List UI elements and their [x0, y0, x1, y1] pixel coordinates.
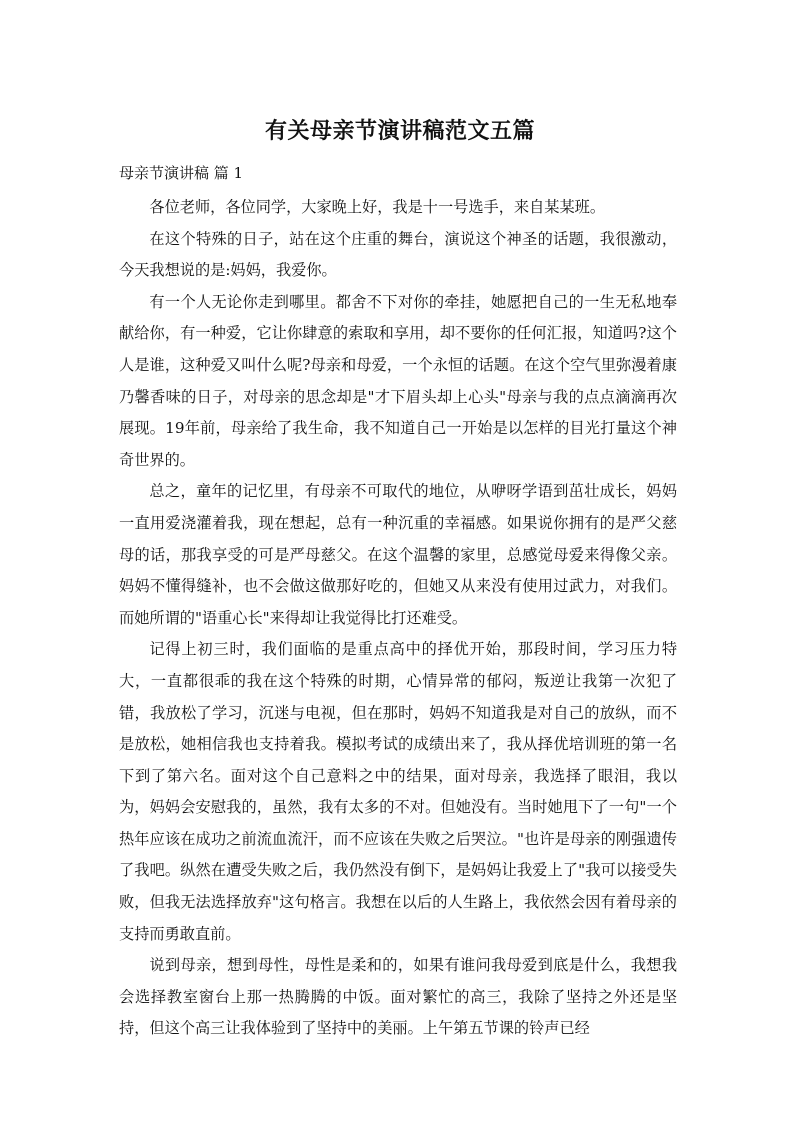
document-title: 有关母亲节演讲稿范文五篇	[264, 119, 535, 144]
paragraph-greeting: 各位老师，各位同学，大家晚上好，我是十一号选手，来自某某班。	[149, 198, 606, 216]
paragraph-senior-high: 说到母亲，想到母性，母性是柔和的，如果有谁问我母爱到底是什么，我想我会选择教室窗台上那一热腾腾的中饭。面对繁忙的高三，我除了坚持之外还是坚持，但这个高三让我体验到了坚持中的美丽。上午第五节课的铃声已经	[119, 956, 677, 1038]
paragraph-junior-high: 记得上初三时，我们面临的是重点高中的择优开始，那段时间，学习压力特大，一直都很乖的我在这个特殊的时期，心情异常的郁闷，叛逆让我第一次犯了错，我放松了学习，沉迷与电视，但在那时，妈妈不知道我是对自己的放纵，而不是放松，她相信我也支持着我。模拟考试的成绩出来了，我从择优培训班的第一名下到了第六名。面对这个自己意料之中的结果，面对母亲，我选择了眼泪，我以为，妈妈会安慰我的，虽然，我有太多的不对。但她没有。当时她甩下了一句"一个热年应该在成功之前流血流汗，而不应该在失败之后哭泣。"也许是母亲的刚强遗传了我吧。纵然在遭受失败之后，我仍然没有倒下，是妈妈让我爱上了"我可以接受失败，但我无法选择放弃"这句格言。我想在以后的人生路上，我依然会因有着母亲的支持而勇敢直前。	[119, 640, 677, 943]
document-body	[119, 192, 677, 1045]
paragraph-childhood: 总之，童年的记忆里，有母亲不可取代的地位，从咿呀学语到茁壮成长，妈妈一直用爱浇灌着我，现在想起，总有一种沉重的幸福感。如果说你拥有的是严父慈母的话，那我享受的可是严母慈父。在这个温馨的家里，总感觉母爱来得像父亲。妈妈不懂得缝补，也不会做这做那好吃的，但她又从来没有使用过武力，对我们。而她所谓的"语重心长"来得却让我觉得比打还难受。	[119, 482, 677, 627]
section-heading: 母亲节演讲稿 篇 1	[119, 164, 244, 182]
paragraph-mother-love: 有一个人无论你走到哪里。都舍不下对你的牵挂，她愿把自己的一生无私地奉献给你，有一种爱，它让你肆意的索取和享用，却不要你的任何汇报，知道吗?这个人是谁，这种爱又叫什么呢?母亲和母爱，一个永恒的话题。在这个空气里弥漫着康乃馨香味的日子，对母亲的思念却是"才下眉头却上心头"母亲与我的点点滴滴再次展现。19年前，母亲给了我生命，我不知道自己一开始是以怎样的目光打量这个神奇世界的。	[119, 292, 677, 469]
paragraph-intro: 在这个特殊的日子，站在这个庄重的舞台，演说这个神圣的话题，我很激动，今天我想说的是:妈妈，我爱你。	[119, 229, 677, 280]
